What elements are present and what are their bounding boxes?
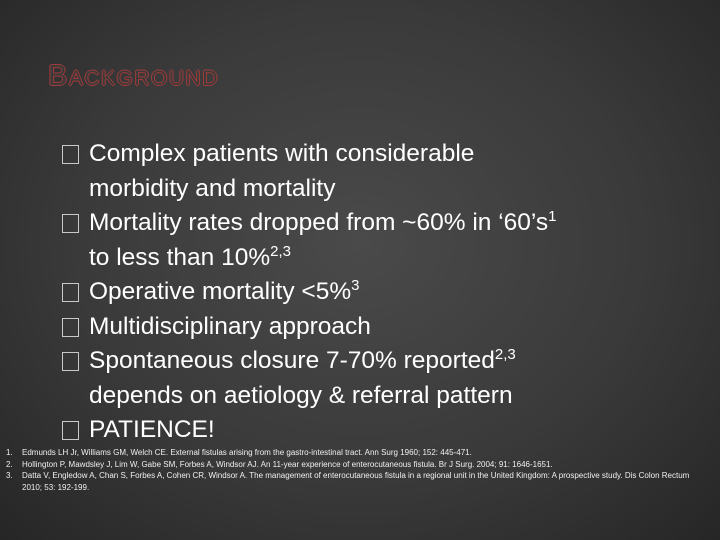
checkbox-icon <box>62 214 79 233</box>
slide-title <box>48 60 219 93</box>
bullet-text: Multidisciplinary approach <box>89 312 371 340</box>
reference-number: 2. <box>6 459 13 469</box>
bullet-item <box>62 310 702 345</box>
checkbox-icon <box>62 283 79 302</box>
reference-item <box>6 459 711 471</box>
reference-text: Edmunds LH Jr, Williams GM, Welch CE. External fistulas arising from the gastro-intestinal tract. Ann Surg 1960; 152: 445-471. <box>22 448 472 457</box>
bullet-item <box>62 344 702 413</box>
bullet-text: Operative mortality <5% <box>89 278 352 305</box>
citation-superscript: 2,3 <box>494 346 516 363</box>
bullet-list <box>62 137 702 448</box>
bullet-text-line1: Complex patients with considerable <box>89 140 475 167</box>
bullet-text: PATIENCE! <box>89 416 215 443</box>
reference-item <box>6 447 711 459</box>
checkbox-icon <box>62 318 79 337</box>
bullet-item <box>62 137 702 206</box>
reference-text: Hollington P, Mawdsley J, Lim W, Gabe SM, Forbes A, Windsor AJ. An 11-year experience of enterocutaneous fistula. Br J Surg. 2004; 91: 1646-1651. <box>22 459 553 469</box>
bullet-item <box>62 413 702 448</box>
bullet-text-line2: morbidity and mortality <box>89 174 336 202</box>
citation-superscript: 2,3 <box>270 242 292 260</box>
bullet-text: Spontaneous closure 7-70% reported <box>89 347 495 374</box>
citation-superscript: 1 <box>548 208 557 225</box>
reference-text: Datta V, Engledow A, Chan S, Forbes A, Cohen CR, Windsor A. The management of enterocutaneous fistula in a regional unit in the United Kingdom: A prospective study. Dis Colon Rectum 2010; 53: 192-199. <box>22 471 690 492</box>
citation-superscript: 3 <box>351 277 360 294</box>
title-rest: ACKGROUND <box>68 67 219 90</box>
bullet-item <box>62 206 702 275</box>
bullet-text-line2: to less than 10% <box>89 243 271 271</box>
checkbox-icon <box>62 352 79 371</box>
checkbox-icon <box>62 421 79 440</box>
reference-list <box>6 447 711 493</box>
reference-number: 3. <box>6 471 13 481</box>
reference-item <box>6 470 711 493</box>
reference-number: 1. <box>6 448 13 457</box>
bullet-item <box>62 275 702 310</box>
title-initial: B <box>48 60 69 92</box>
bullet-text-line2: depends on aetiology & referral pattern <box>89 381 513 409</box>
bullet-text: Mortality rates dropped from ~60% in ‘60’s <box>89 209 549 236</box>
checkbox-icon <box>62 145 79 164</box>
